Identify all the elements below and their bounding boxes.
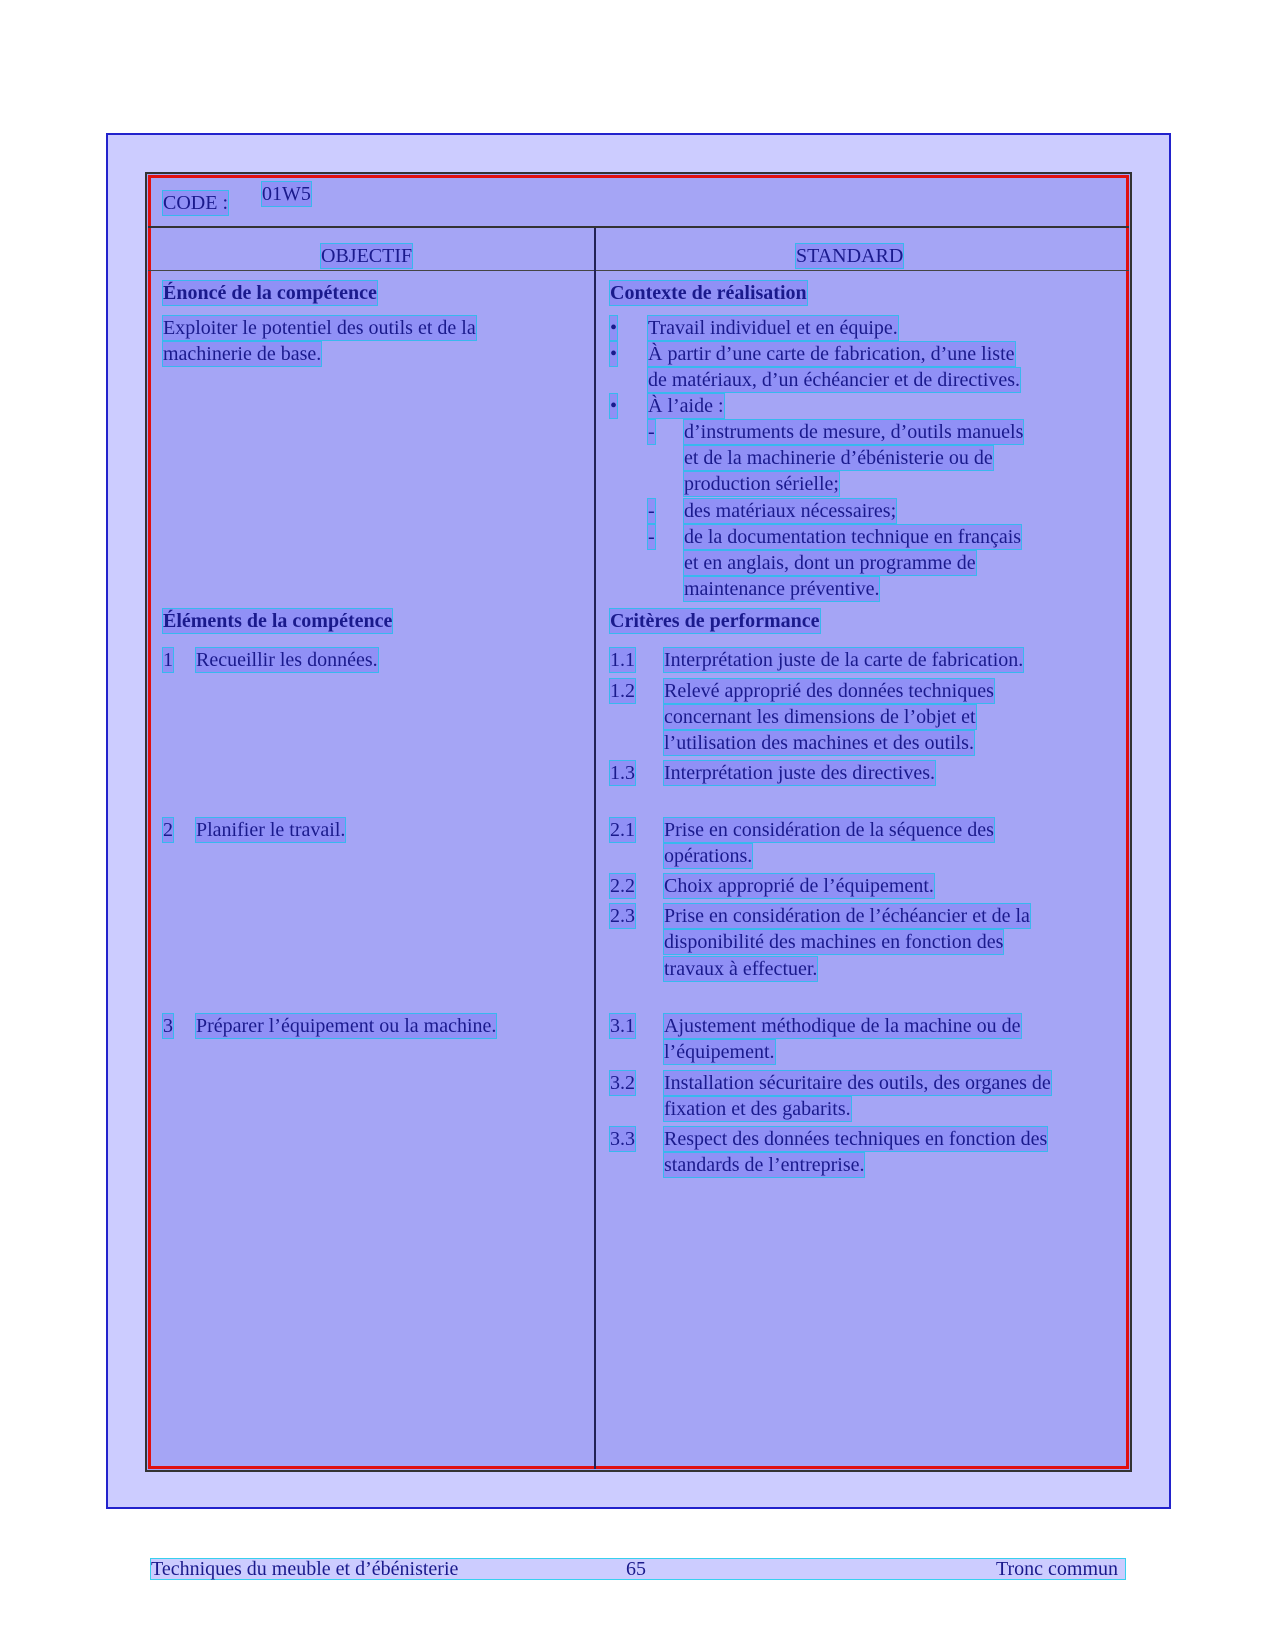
critere-number: 1.1 — [610, 649, 635, 671]
contexte-line: À l’aide : — [648, 395, 724, 417]
critere-number: 2.1 — [610, 819, 635, 841]
critere-number: 3.1 — [610, 1015, 635, 1037]
critere-line: Choix approprié de l’équipement. — [664, 875, 934, 897]
critere-number: 1.2 — [610, 680, 635, 702]
critere-line: concernant les dimensions de l’objet et — [664, 706, 976, 728]
critere-number: 2.3 — [610, 905, 635, 927]
contexte-line: et de la machinerie d’ébénisterie ou de — [684, 447, 993, 469]
enonce-title: Énoncé de la compétence — [163, 282, 377, 304]
contexte-line: production sérielle; — [684, 473, 839, 495]
column-divider — [594, 228, 596, 1469]
contexte-line: d’instruments de mesure, d’outils manuels — [684, 421, 1024, 443]
contexte-title: Contexte de réalisation — [610, 282, 807, 304]
critere-line: Interprétation juste de la carte de fabrication. — [664, 649, 1024, 671]
contexte-line: et en anglais, dont un programme de — [684, 552, 976, 574]
critere-line: fixation et des gabarits. — [664, 1098, 851, 1120]
footer-section: Tronc commun — [996, 1558, 1119, 1580]
critere-line: Relevé approprié des données techniques — [664, 680, 994, 702]
contexte-line: de matériaux, d’un échéancier et de directives. — [648, 369, 1021, 391]
critere-line: Prise en considération de l’échéancier et de la — [664, 905, 1030, 927]
enonce-line: Exploiter le potentiel des outils et de la — [163, 317, 476, 339]
element-text: Recueillir les données. — [196, 649, 378, 671]
critere-number: 1.3 — [610, 762, 635, 784]
element-number: 1 — [163, 649, 173, 671]
enonce-line: machinerie de base. — [163, 343, 322, 365]
critere-line: standards de l’entreprise. — [664, 1154, 865, 1176]
element-number: 3 — [163, 1015, 173, 1037]
critere-line: Installation sécuritaire des outils, des organes de — [664, 1072, 1051, 1094]
bullet-marker: • — [610, 343, 618, 365]
footer-program: Techniques du meuble et d’ébénisterie — [151, 1558, 459, 1580]
contexte-line: de la documentation technique en français — [684, 526, 1022, 548]
contexte-line: Travail individuel et en équipe. — [648, 317, 898, 339]
criteres-title: Critères de performance — [610, 610, 820, 632]
critere-number: 2.2 — [610, 875, 635, 897]
column-header-divider — [148, 270, 1129, 271]
contexte-line: des matériaux nécessaires; — [684, 500, 897, 522]
header-divider — [148, 226, 1129, 228]
critere-line: opérations. — [664, 845, 753, 867]
critere-line: Prise en considération de la séquence des — [664, 819, 994, 841]
critere-line: Respect des données techniques en fonction des — [664, 1128, 1048, 1150]
dash-marker: - — [648, 421, 655, 443]
column-header-standard: STANDARD — [796, 245, 904, 267]
contexte-line: À partir d’une carte de fabrication, d’une liste — [648, 343, 1015, 365]
column-header-objectif: OBJECTIF — [321, 245, 413, 267]
critere-line: Interprétation juste des directives. — [664, 762, 936, 784]
elements-title: Éléments de la compétence — [163, 610, 393, 632]
dash-marker: - — [648, 500, 655, 522]
contexte-line: maintenance préventive. — [684, 578, 880, 600]
critere-number: 3.3 — [610, 1128, 635, 1150]
critere-number: 3.2 — [610, 1072, 635, 1094]
element-number: 2 — [163, 819, 173, 841]
code-label: CODE : — [163, 192, 228, 214]
critere-line: Ajustement méthodique de la machine ou de — [664, 1015, 1021, 1037]
bullet-marker: • — [610, 395, 618, 417]
page-number: 65 — [626, 1558, 646, 1580]
critere-line: disponibilité des machines en fonction des — [664, 931, 1004, 953]
bullet-marker: • — [610, 317, 618, 339]
element-text: Planifier le travail. — [196, 819, 346, 841]
element-text: Préparer l’équipement ou la machine. — [196, 1015, 497, 1037]
critere-line: l’équipement. — [664, 1041, 775, 1063]
code-value: 01W5 — [262, 183, 311, 205]
critere-line: l’utilisation des machines et des outils. — [664, 732, 974, 754]
dash-marker: - — [648, 526, 655, 548]
critere-line: travaux à effectuer. — [664, 958, 818, 980]
